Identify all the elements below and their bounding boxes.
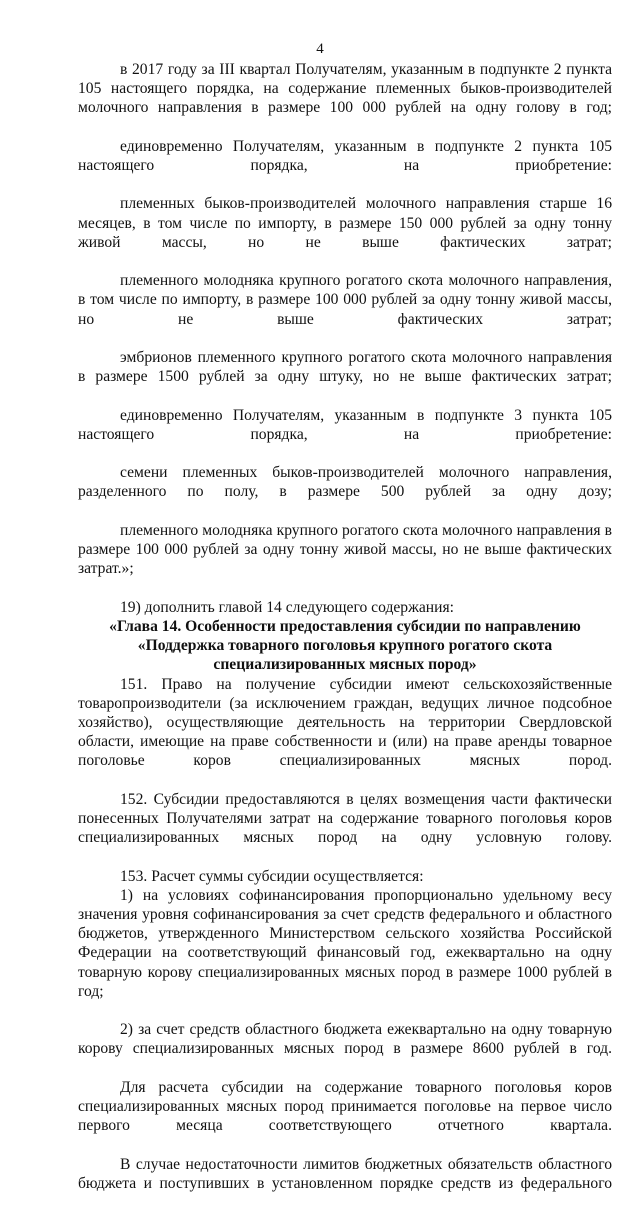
paragraph: 151. Право на получение субсидии имеют сельскохозяйственные товаропроизводители (за исключением граждан, ведущих личное подсобное хозяйство), осуществляющие деятельность на территории Свердловской области, имеющие на праве собственности и (или) на праве аренды товарное поголовье коров специализированных мясных пород. — [78, 675, 612, 770]
paragraph: единовременно Получателям, указанным в подпункте 2 пункта 105 настоящего порядка, на приобретение: — [78, 137, 612, 175]
paragraph: 19) дополнить главой 14 следующего содержания: — [120, 598, 454, 616]
paragraph: в 2017 году за III квартал Получателям, указанным в подпункте 2 пункта 105 настоящего порядка, на содержание племенных быков-производителей молочного направления в размере 100 000 рублей на одну голову в год; — [78, 61, 612, 117]
paragraph: 153. Расчет суммы субсидии осуществляется: — [120, 867, 424, 885]
paragraph: племенных быков-производителей молочного направления старше 16 месяцев, в том числе по импорту, в размере 150 000 рублей за одну тонну живой массы, но не выше фактических затрат; — [78, 195, 612, 251]
paragraph: единовременно Получателям, указанным в подпункте 3 пункта 105 настоящего порядка, на приобретение: — [78, 406, 612, 443]
paragraph: племенного молодняка крупного рогатого скота молочного направления в размере 100 000 рублей за одну тонну живой массы, но не выше фактических затрат.»; — [78, 521, 612, 578]
document-body — [78, 60, 612, 1212]
chapter-heading: «Глава 14. Особенности предоставления субсидии по направлению «Поддержка товарного поголовья крупного рогатого скота специализированных мясных пород» — [109, 617, 581, 674]
paragraph: эмбрионов племенного крупного рогатого скота молочного направления в размере 1500 рублей за одну штуку, но не выше фактических затрат; — [78, 349, 612, 386]
paragraph: 152. Субсидии предоставляются в целях возмещения части фактически понесенных Получателями затрат на содержание товарного поголовья коров специализированных мясных пород на одну условную голову. — [78, 790, 612, 847]
page-number: 4 — [316, 41, 324, 57]
paragraph: Для расчета субсидии на содержание товарного поголовья коров специализированных мясных пород принимается поголовье на первое число первого месяца соответствующего отчетного квартала. — [78, 1078, 612, 1135]
paragraph: 2) за счет средств областного бюджета ежеквартально на одну товарную корову специализированных мясных пород в размере 8600 рублей в год. — [78, 1021, 612, 1058]
paragraph: семени племенных быков-производителей молочного направления, разделенного по полу, в размере 500 рублей за одну дозу; — [78, 464, 612, 501]
paragraph: 1) на условиях софинансирования пропорционально удельному весу значения уровня софинансирования за счет средств федерального и областного бюджетов, утвержденного Министерством сельского хозяйства Российской Федерации на соответствующий финансовый год, ежеквартально на одну товарную корову специализированных мясных пород в размере 1000 рублей в год; — [78, 886, 612, 1000]
paragraph: племенного молодняка крупного рогатого скота молочного направления, в том числе по импорту, в размере 100 000 рублей за одну тонну живой массы, но не выше фактических затрат; — [78, 272, 612, 328]
paragraph: В случае недостаточности лимитов бюджетных обязательств областного бюджета и поступивших в установленном порядке средств из федерального — [78, 1155, 612, 1192]
